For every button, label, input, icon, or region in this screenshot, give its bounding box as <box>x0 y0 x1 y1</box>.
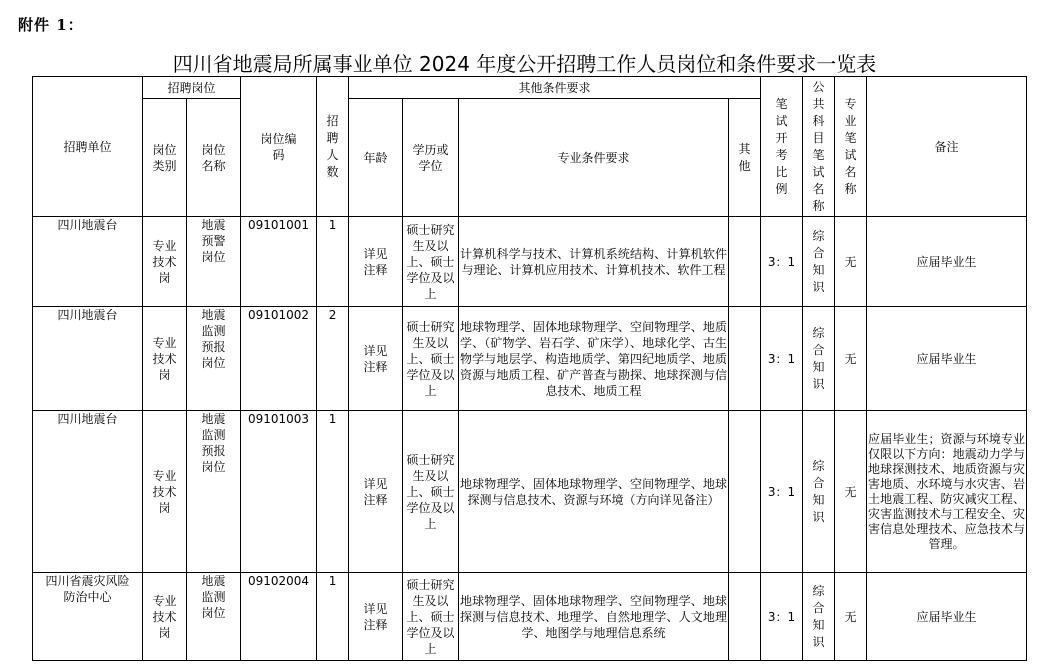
header-major: 专业条件要求 <box>459 99 729 217</box>
cell-recruit-count: 1 <box>317 573 349 661</box>
cell-major: 地球物理学、固体地球物理学、空间物理学、地质学、（矿物学、岩石学、矿床学）、地球化学、古生物学与地层学、构造地质学、第四纪地质学、地质资源与地质工程、矿产普查与勘探、地球探测与信息技术、地质工程 <box>459 307 729 411</box>
header-other-conditions: 其他条件要求 <box>349 77 761 99</box>
table-row <box>33 307 1027 411</box>
cell-major: 计算机科学与技术、计算机系统结构、计算机软件与理论、计算机应用技术、计算机技术、软件工程 <box>459 217 729 307</box>
header-row-1 <box>33 77 1027 99</box>
table-row <box>33 573 1027 661</box>
cell-education: 硕士研究生及以上、硕士学位及以上 <box>403 573 459 661</box>
cell-category: 专业技术岗 <box>143 307 187 411</box>
cell-exam-ratio: 3：1 <box>761 217 803 307</box>
cell-remarks: 应届毕业生；资源与环境专业仅限以下方向：地震动力学与地球探测技术、地质资源与灾害地质、水环境与水灾害、岩土地震工程、防灾减灾工程、灾害监测技术与工程安全、灾害信息处理技术、应急技术与管理。 <box>867 411 1027 573</box>
cell-remarks: 应届毕业生 <box>867 217 1027 307</box>
cell-unit: 四川地震台 <box>33 411 143 573</box>
header-position-code: 岗位编码 <box>241 77 317 217</box>
cell-other <box>729 573 761 661</box>
header-public-exam: 公共科目笔试名称 <box>803 77 835 217</box>
cell-unit: 四川地震台 <box>33 217 143 307</box>
cell-recruit-count: 2 <box>317 307 349 411</box>
cell-position-name: 地震监测预报岗位 <box>187 411 241 573</box>
cell-special-exam: 无 <box>835 307 867 411</box>
cell-other <box>729 217 761 307</box>
cell-public-exam: 综合知识 <box>803 411 835 573</box>
cell-age: 详见注释 <box>349 217 403 307</box>
cell-education: 硕士研究生及以上、硕士学位及以上 <box>403 217 459 307</box>
header-recruit-count: 招聘人数 <box>317 77 349 217</box>
cell-category: 专业技术岗 <box>143 217 187 307</box>
cell-public-exam: 综合知识 <box>803 573 835 661</box>
document-title: 四川省地震局所属事业单位 2024 年度公开招聘工作人员岗位和条件要求一览表 <box>172 52 877 76</box>
cell-remarks: 应届毕业生 <box>867 307 1027 411</box>
cell-position-name: 地震监测预报岗位 <box>187 307 241 411</box>
cell-exam-ratio: 3：1 <box>761 573 803 661</box>
header-age: 年龄 <box>349 99 403 217</box>
recruitment-table <box>32 76 1027 661</box>
cell-age: 详见注释 <box>349 411 403 573</box>
cell-major: 地球物理学、固体地球物理学、空间物理学、地球探测与信息技术、资源与环境（方向详见备注） <box>459 411 729 573</box>
table-row <box>33 411 1027 573</box>
header-remarks: 备注 <box>867 77 1027 217</box>
cell-exam-ratio: 3：1 <box>761 411 803 573</box>
cell-position-code: 09102004 <box>241 573 317 661</box>
cell-remarks: 应届毕业生 <box>867 573 1027 661</box>
cell-recruit-count: 1 <box>317 217 349 307</box>
header-special-exam: 专业笔试名称 <box>835 77 867 217</box>
cell-position-name: 地震监测岗位 <box>187 573 241 661</box>
cell-category: 专业技术岗 <box>143 411 187 573</box>
cell-unit: 四川省震灾风险防治中心 <box>33 573 143 661</box>
cell-age: 详见注释 <box>349 307 403 411</box>
cell-public-exam: 综合知识 <box>803 307 835 411</box>
cell-other <box>729 411 761 573</box>
cell-education: 硕士研究生及以上、硕士学位及以上 <box>403 411 459 573</box>
cell-recruit-count: 1 <box>317 411 349 573</box>
header-unit: 招聘单位 <box>33 77 143 217</box>
header-other: 其他 <box>729 99 761 217</box>
cell-special-exam: 无 <box>835 217 867 307</box>
cell-position-code: 09101002 <box>241 307 317 411</box>
cell-education: 硕士研究生及以上、硕士学位及以上 <box>403 307 459 411</box>
header-education: 学历或学位 <box>403 99 459 217</box>
cell-exam-ratio: 3：1 <box>761 307 803 411</box>
cell-age: 详见注释 <box>349 573 403 661</box>
cell-other <box>729 307 761 411</box>
header-exam-ratio: 笔试开考比例 <box>761 77 803 217</box>
header-position-category: 岗位类别 <box>143 99 187 217</box>
cell-position-code: 09101003 <box>241 411 317 573</box>
cell-major: 地球物理学、固体地球物理学、空间物理学、地球探测与信息技术、地理学、自然地理学、人文地理学、地图学与地理信息系统 <box>459 573 729 661</box>
cell-position-code: 09101001 <box>241 217 317 307</box>
cell-special-exam: 无 <box>835 411 867 573</box>
cell-position-name: 地震预警岗位 <box>187 217 241 307</box>
cell-category: 专业技术岗 <box>143 573 187 661</box>
cell-unit: 四川地震台 <box>33 307 143 411</box>
cell-special-exam: 无 <box>835 573 867 661</box>
attachment-label: 附件 1： <box>18 16 84 34</box>
cell-public-exam: 综合知识 <box>803 217 835 307</box>
header-position-name: 岗位名称 <box>187 99 241 217</box>
header-position-group: 招聘岗位 <box>143 77 241 99</box>
table-row <box>33 217 1027 307</box>
